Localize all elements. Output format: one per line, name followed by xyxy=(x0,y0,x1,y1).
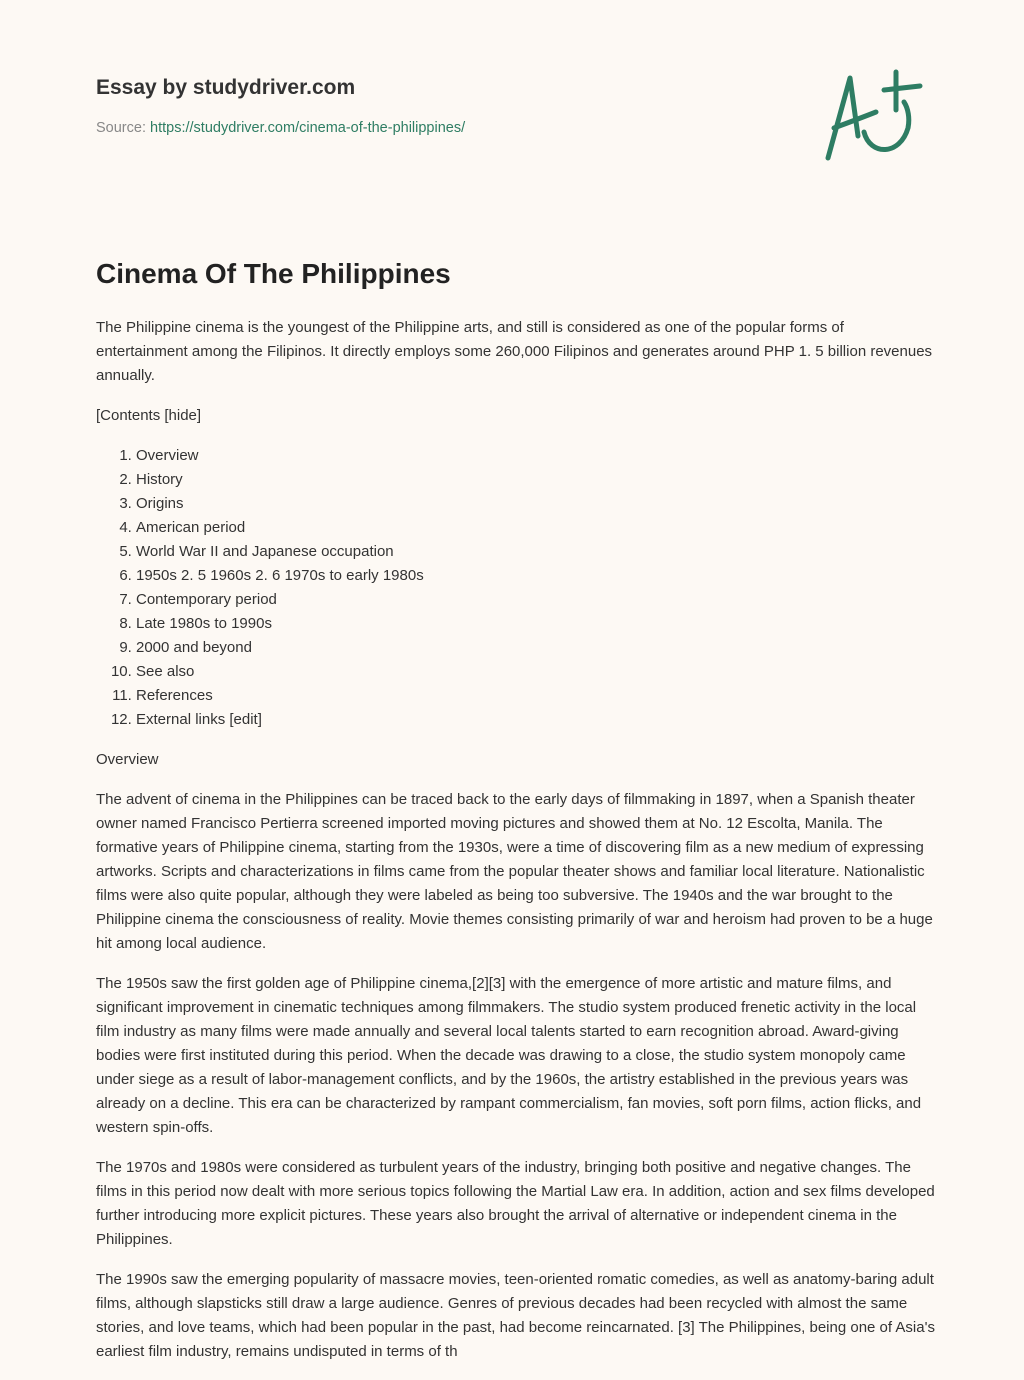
toc-item[interactable]: 10. See also xyxy=(136,660,936,684)
toc-item[interactable]: 1. Overview xyxy=(136,444,936,468)
section-heading: Overview xyxy=(96,751,159,768)
a-plus-logo-icon xyxy=(820,66,930,166)
toc-item[interactable]: 2. History xyxy=(136,468,936,492)
toc-item[interactable]: 3. Origins xyxy=(136,492,936,516)
source-link[interactable]: https://studydriver.com/cinema-of-the-philippines/ xyxy=(150,120,466,136)
toc-item[interactable]: 6. 1950s 2. 5 1960s 2. 6 1970s to early 1980s xyxy=(136,564,936,588)
site-title: Essay by studydriver.com xyxy=(96,76,356,99)
toc-item[interactable]: 5. World War II and Japanese occupation xyxy=(136,540,936,564)
toc-item[interactable]: 9. 2000 and beyond xyxy=(136,636,936,660)
body-paragraph: The 1970s and 1980s were considered as turbulent years of the industry, bringing both positive and negative changes. The films in this period now dealt with more serious topics following the Martial Law era. In addition, action and sex films developed further introducing more explicit pictures. These years also brought the arrival of alternative or independent cinema in the Philippines. xyxy=(96,1159,935,1248)
toc-item[interactable]: 4. American period xyxy=(136,516,936,540)
table-of-contents xyxy=(96,444,936,732)
body-paragraph: The advent of cinema in the Philippines can be traced back to the early days of filmmaking in 1897, when a Spanish theater owner named Francisco Pertierra screened imported moving pictures and showed them at No. 12 Escolta, Manila. The formative years of Philippine cinema, starting from the 1930s, were a time of discovering film as a new medium of expressing artworks. Scripts and characterizations in films came from the popular theater shows and familiar local literature. Nationalistic films were also quite popular, although they were labeled as being too subversive. The 1940s and the war brought to the Philippine cinema the consciousness of reality. Movie themes consisting primarily of war and heroism had proven to be a huge hit among local audience. xyxy=(96,791,933,952)
article xyxy=(96,254,936,1380)
toc-item[interactable]: 7. Contemporary period xyxy=(136,588,936,612)
article-title: Cinema Of The Philippines xyxy=(96,258,451,289)
source-line xyxy=(96,120,465,136)
intro-paragraph: The Philippine cinema is the youngest of the Philippine arts, and still is considered as one of the popular forms of entertainment among the Filipinos. It directly employs some 260,000 Filipinos and generates around PHP 1. 5 billion revenues annually. xyxy=(96,319,933,384)
header xyxy=(96,76,465,136)
toc-item[interactable]: 12. External links [edit] xyxy=(136,708,936,732)
body-paragraph: The 1950s saw the first golden age of Philippine cinema,[2][3] with the emergence of more artistic and mature films, and significant improvement in cinematic techniques among filmmakers. The studio system produced frenetic activity in the local film industry as many films were made annually and several local talents started to earn recognition abroad. Award-giving bodies were first instituted during this period. When the decade was drawing to a close, the studio system monopoly came under siege as a result of labor-management conflicts, and by the 1960s, the artistry established in the previous years was already on a decline. This era can be characterized by rampant commercialism, fan movies, soft porn films, action flicks, and western spin-offs. xyxy=(96,975,922,1136)
toc-item[interactable]: 8. Late 1980s to 1990s xyxy=(136,612,936,636)
toc-item[interactable]: 11. References xyxy=(136,684,936,708)
body-paragraph: The 1990s saw the emerging popularity of massacre movies, teen-oriented romatic comedies, as well as anatomy-baring adult films, although slapsticks still draw a large audience. Genres of previous decades had been recycled with almost the same stories, and love teams, which had been popular in the past, had become reincarnated. [3] The Philippines, being one of Asia's earliest film industry, remains undisputed in terms of th xyxy=(96,1271,935,1360)
contents-toggle[interactable]: [Contents [hide] xyxy=(96,407,202,424)
source-label: Source: xyxy=(96,120,146,136)
